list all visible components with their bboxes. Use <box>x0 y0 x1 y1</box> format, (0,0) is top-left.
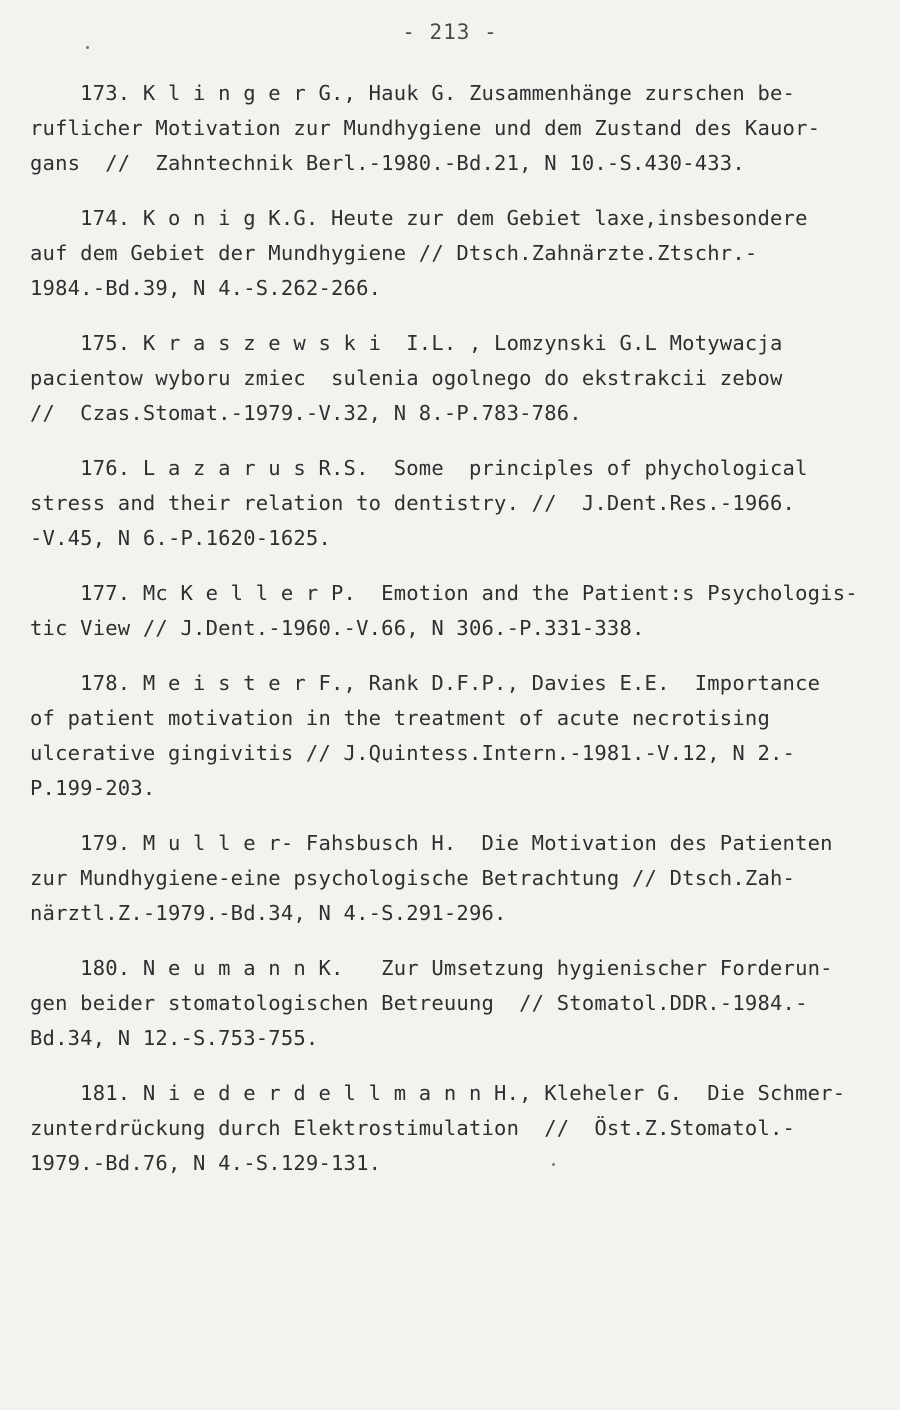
bibliography-entry <box>30 326 870 431</box>
entry-line: 1979.-Bd.76, N 4.-S.129-131. <box>30 1151 382 1175</box>
entry-line: ruflicher Motivation zur Mundhygiene und dem Zustand des Kauor- <box>30 116 821 140</box>
entry-line: 179. M u l l e r- Fahsbusch H. Die Motivation des Patienten <box>30 831 833 855</box>
specks <box>86 46 89 49</box>
page-number: - 213 - <box>402 20 498 44</box>
entry-line: 173. K l i n g e r G., Hauk G. Zusammenhänge zurschen be- <box>30 81 796 105</box>
bibliography-entry <box>30 201 870 306</box>
entry-line: ulcerative gingivitis // J.Quintess.Intern.-1981.-V.12, N 2.- <box>30 741 796 765</box>
entry-line: närztl.Z.-1979.-Bd.34, N 4.-S.291-296. <box>30 901 507 925</box>
bibliography-entry <box>30 451 870 556</box>
entry-line: stress and their relation to dentistry. // J.Dent.Res.-1966. <box>30 491 796 515</box>
entry-line: 178. M e i s t e r F., Rank D.F.P., Davies E.E. Importance <box>30 671 821 695</box>
bibliography-entry <box>30 826 870 931</box>
entry-line: zur Mundhygiene-eine psychologische Betrachtung // Dtsch.Zah- <box>30 866 796 890</box>
entry-line: 175. K r a s z e w s k i I.L. , Lomzynski G.L Motywacja <box>30 331 783 355</box>
bibliography-entry <box>30 576 870 646</box>
entry-line: 181. N i e d e r d e l l m a n n H., Kleheler G. Die Schmer- <box>30 1081 846 1105</box>
entry-line: zunterdrückung durch Elektrostimulation // Öst.Z.Stomatol.- <box>30 1116 796 1140</box>
bibliography-list <box>30 76 870 1201</box>
entry-line: // Czas.Stomat.-1979.-V.32, N 8.-P.783-786. <box>30 401 582 425</box>
entry-line: auf dem Gebiet der Mundhygiene // Dtsch.Zahnärzte.Ztschr.- <box>30 241 758 265</box>
entry-line: gans // Zahntechnik Berl.-1980.-Bd.21, N 10.-S.430-433. <box>30 151 745 175</box>
bibliography-entry <box>30 951 870 1056</box>
bibliography-entry <box>30 76 870 181</box>
entry-line: of patient motivation in the treatment of acute necrotising <box>30 706 770 730</box>
entry-line: 177. Mc K e l l e r P. Emotion and the Patient:s Psychologis- <box>30 581 858 605</box>
entry-line: Bd.34, N 12.-S.753-755. <box>30 1026 319 1050</box>
entry-line: P.199-203. <box>30 776 156 800</box>
bibliography-entry <box>30 666 870 806</box>
bibliography-entry <box>30 1076 870 1181</box>
entry-line: 176. L a z a r u s R.S. Some principles of phychological <box>30 456 808 480</box>
entry-line: pacientow wyboru zmiec sulenia ogolnego do ekstrakcii zebow <box>30 366 783 390</box>
entry-line: tic View // J.Dent.-1960.-V.66, N 306.-P.331-338. <box>30 616 645 640</box>
entry-line: -V.45, N 6.-P.1620-1625. <box>30 526 332 550</box>
entry-line: 180. N e u m a n n K. Zur Umsetzung hygienischer Forderun- <box>30 956 833 980</box>
entry-line: 174. K o n i g K.G. Heute zur dem Gebiet laxe,insbesondere <box>30 206 808 230</box>
entry-line: gen beider stomatologischen Betreuung // Stomatol.DDR.-1984.- <box>30 991 808 1015</box>
entry-line: 1984.-Bd.39, N 4.-S.262-266. <box>30 276 382 300</box>
